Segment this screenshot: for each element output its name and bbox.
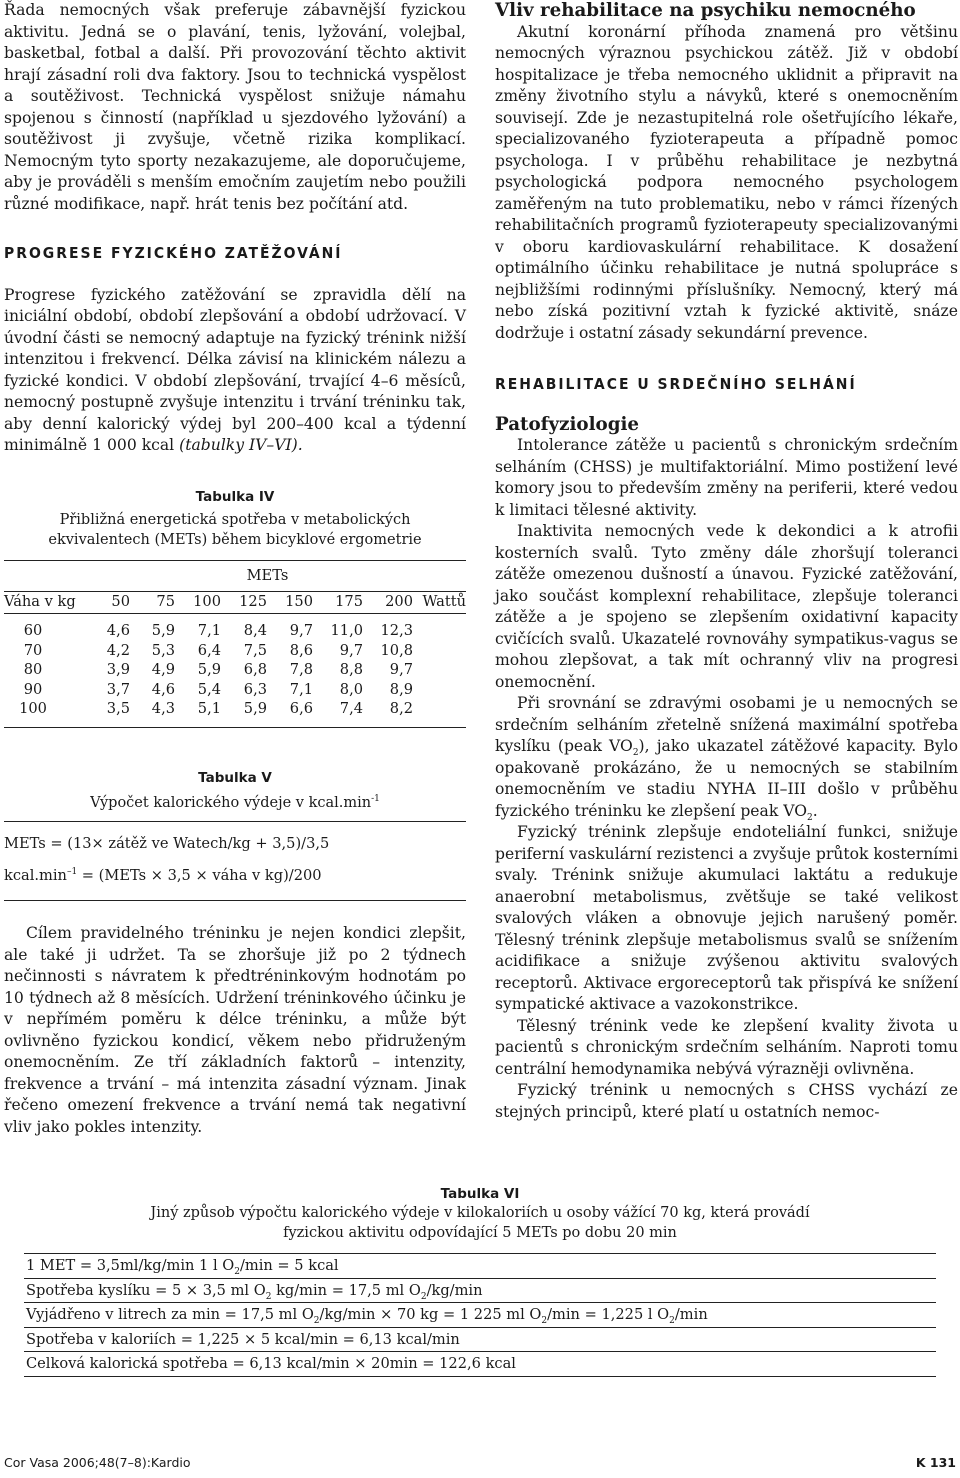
table6-subtitle: Jiný způsob výpočtu kalorického výdeje v kilokaloriích u osoby vážící 70 kg, která provádí fyzickou aktivitu odpovídající 5 METs po dobu 20 min: [150, 1205, 810, 1241]
paragraph: Akutní koronární příhoda znamená pro většinu nemocných výraznou psychickou zátěž. Již v období hospitalizace je třeba nemocného uklidnit a připravit na změny životního stylu a návyků, které s onemocněním souvisejí. Zde je nezastupitelná role ošetřujícího lékaře, specializovaného fyzioterapeuta a případně pomoc psychologa. I v průběhu rehabilitace je nezbytná psychologická podpora nemocného psychologem zaměřeným na tuto problematiku, nebo v rámci řízených rehabilitačních programů fyzioterapeuty specializovanými v oboru kardiovaskulární rehabilitace. K dosažení optimálního účinku rehabilitace je nutná spolupráce s nejbližšími rodinnými příslušníky. Nemocný, který má nebo získá pozitivní vztah k fyzické aktivitě, snáze dodržuje i ostatní zásady sekundární prevence.: [495, 22, 958, 342]
paragraph: Intolerance zátěže u pacientů s chronickým srdečním selháním (CHSS) je multifaktoriální. Mimo postižení levé komory jsou to především změny na periferii, které vedou k limitaci tělesné aktivity.: [495, 436, 958, 519]
paragraph: Fyzický trénink u nemocných s CHSS vychází ze stejných principů, které platí u ostatních nemoc-: [495, 1081, 958, 1121]
row-header: Váha v kg: [4, 593, 76, 611]
table-row: Celková kalorická spotřeba = 6,13 kcal/min × 20min = 122,6 kcal: [24, 1352, 936, 1377]
table-reference: (tabulky IV–VI).: [179, 436, 303, 454]
table-row: 60 4,6 5,9 7,1 8,4 9,7 11,0 12,3: [23, 622, 413, 639]
formula-kcal: $kcal.\min^{-1}$ = (METs × 3,5 × váha v kg)/200: [4, 867, 322, 884]
section-heading-progrese: PROGRESE FYZICKÉHO ZATĚŽOVÁNÍ: [4, 244, 343, 262]
paragraph: Progrese fyzického zatěžování se zpravidla dělí na iniciální období, období zlepšování a období udržovací. V úvodní části se nemocný adaptuje na fyzický trénink nižší intenzitou i frekvencí. Délka závisí na klinickém nálezu a fyzické kondici. V období zlepšování, trvající 4–6 měsíců, nemocný postupně zvyšuje intenzitu i trvání tréninku tak, aby denní kalorický výdej byl 200–400 kcal a týdenní minimálně 1 000 kcal (tabulky IV–VI).: [4, 285, 466, 454]
section-heading-selhani: REHABILITACE U SRDEČNÍHO SELHÁNÍ: [495, 375, 857, 393]
paragraph: Tělesný trénink vede ke zlepšení kvality života u pacientů s chronickým srdečním selháním. Naproti tomu centrální hemodynamika nebývá výrazněji ovlivněna.: [495, 1016, 958, 1078]
footer-journal: Cor Vasa 2006;48(7–8):Kardio: [4, 1455, 191, 1470]
table4-caption: Tabulka IV: [195, 488, 275, 505]
table5-subtitle: Výpočet kalorického výdeje v $kcal.\min^{-1}$: [90, 794, 380, 811]
column-header: 100: [193, 593, 221, 611]
table-row: 80 3,9 4,9 5,9 6,8 7,8 8,8 9,7: [23, 661, 413, 678]
column-header: 200: [385, 593, 413, 611]
paragraph: Cílem pravidelného tréninku je nejen kondici zlepšit, ale také ji udržet. Ta se zhoršuje již po 2 týdnech nečinnosti s návratem k předtréninkovým hodnotám po 10 týdnech až 8 měsících. Udržení tréninkového účinku je v nepřímém poměru k délce tréninku, a může být ovlivněno fyzickou kondicí, věkem nebo přidruženým onemocněním. Ze tří základních faktorů – intenzity, frekvence a trvání – má intenzita zásadní význam. Jinak řečeno omezení frekvence a trvání nemá tak negativní vliv jako pokles intenzity.: [4, 924, 466, 1136]
table-row: Vyjádřeno v litrech za min = 17,5 ml $O_2/kg/\min \times 70$ kg = 1 225 ml $O_2/\min = 1,225$ l $O_2/\min$: [24, 1303, 936, 1328]
table5-caption: Tabulka V: [198, 769, 272, 786]
footer-page-number: K 131: [915, 1455, 956, 1470]
table6-caption: Tabulka VI: [440, 1186, 520, 1202]
table-row: Spotřeba v kaloriích = 1,225 × 5 kcal/min = 6,13 kcal/min: [24, 1328, 936, 1353]
column-header: 75: [156, 593, 175, 611]
column-header: 125: [239, 593, 267, 611]
formula-mets: METs = (13× zátěž ve Watech/kg + 3,5)/3,5: [4, 835, 330, 852]
table-row: 70 4,2 5,3 6,4 7,5 8,6 9,7 10,8: [23, 641, 413, 659]
table-row: 1 MET = 3,5ml/kg/min 1 l $O_2/\min = 5$ kcal: [24, 1254, 936, 1279]
table-row: 100 3,5 4,3 5,1 5,9 6,6 7,4 8,2: [19, 700, 413, 717]
paragraph: Fyzický trénink zlepšuje endoteliální funkci, snižuje periferní vaskulární rezistenci a zvyšuje průtok kosterními svaly. Trénink snižuje akumulaci laktátu a redukuje anaerobní metabolismus, zvětšuje se také velikost svalových vláken a obnovuje jejich narušený poměr. Tělesný trénink zlepšuje metabolismus svalů se snížením acidifikace a snižuje zvýšenou aktivitu svalových receptorů. Aktivace ergoreceptorů tak přispívá ke snížení sympatické aktivace a vazokonstrikce.: [495, 823, 958, 1013]
table6: [24, 1186, 936, 1377]
table4: [4, 561, 466, 727]
column-header: 150: [285, 593, 313, 611]
subsection-heading-vliv: Vliv rehabilitace na psychiku nemocného: [495, 0, 916, 21]
column-header: 50: [111, 593, 130, 611]
table-row: Spotřeba kyslíku = 5 × 3,5 ml $O_2$ kg/min = 17,5 ml $O_2/kg/\min$: [24, 1279, 936, 1304]
table-row: 90 3,7 4,6 5,4 6,3 7,1 8,0 8,9: [23, 680, 413, 698]
subsection-heading-patofyziologie: Patofyziologie: [495, 413, 639, 435]
right-column: [495, 0, 958, 1123]
column-header: 175: [335, 593, 363, 611]
mets-group-header: METs: [246, 567, 289, 584]
paragraph: Při srovnání se zdravými osobami je u nemocných se srdečním selháním zřetelně snížená maximální spotřeba kyslíku (peak $VO_2$), jako ukazatel zátěžové kapacity. Bylo opakovaně prokázáno, že u nemocných se stabilním onemocněním ve stadiu NYHA II–III došlo v průběhu fyzického tréninku ke zlepšení peak $VO_2$.: [495, 694, 959, 823]
paragraph: Inaktivita nemocných vede k dekondici a k atrofii kosterních svalů. Tyto změny dále zhoršují toleranci zátěže omezenou dušností a únavou. Fyzické zatěžování, jako součást komplexní rehabilitace, zlepšuje toleranci zátěže a je spojeno se zlepšením oxidativní kapacity cvičících svalů. Ukazatelé rovnováhy sympatikus-vagus se mohou zlepšovat, a tak mít ochranný vliv na progresi onemocnění.: [495, 522, 958, 691]
unit-header: Wattů: [422, 593, 466, 611]
left-column: [4, 0, 466, 1138]
table4-subtitle: Přibližná energetická spotřeba v metabolických ekvivalentech (METs) během bicyklové ergometrie: [48, 512, 422, 548]
paragraph: Řada nemocných však preferuje zábavnější fyzickou aktivitu. Jedná se o plavání, tenis, lyžování, volejbal, basketbal, fotbal a další. Při provozování těchto aktivit hrají zásadní roli dva faktory. Jsou to technická vyspělost a soutěživost. Technická vyspělost snižuje námahu spojenou s činností (například u sjezdového lyžování) a soutěživost ji zvyšuje, včetně rizika komplikací. Nemocným tyto sporty nezakazujeme, ale doporučujeme, aby je prováděli s menším emočním zaujetím nebo použili různé modifikace, např. hrát tenis bez počítání atd.: [4, 1, 466, 213]
